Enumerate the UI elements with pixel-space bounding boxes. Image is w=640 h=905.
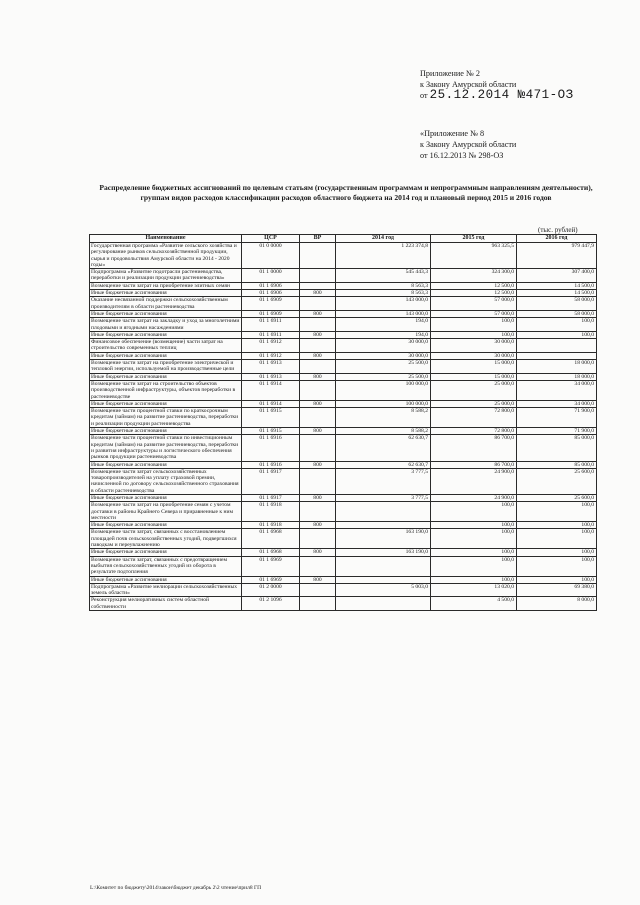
cell-csr: 01 1 6909 [242,310,300,317]
cell-2015: 100,0 [431,549,517,556]
cell-csr: 01 1 6916 [242,461,300,468]
cell-vr [300,468,336,494]
cell-2014: 194,0 [336,318,431,332]
cell-2014: 62 630,7 [336,435,431,461]
header-vr: ВР [300,235,336,243]
cell-vr: 800 [300,494,336,501]
cell-vr: 800 [300,576,336,583]
table-row [90,352,597,359]
cell-2014 [336,576,431,583]
cell-csr: 01 1 6969 [242,556,300,576]
cell-2016: 71 900,0 [517,408,597,428]
cell-2014: 30 000,0 [336,352,431,359]
table-row [90,318,597,332]
cell-2015: 100,0 [431,331,517,338]
cell-2015: 24 900,0 [431,468,517,494]
table-row [90,373,597,380]
cell-2015: 324 300,0 [431,269,517,283]
cell-2016: 100,0 [517,529,597,549]
cell-name: Возмещение части процентной ставки по инвестиционным кредитам (займам) на развитие растениеводства, переработки и развития инфраструктуры и логистического обеспечения рынков продукции растениеводства [90,435,242,461]
cell-2016 [517,352,597,359]
cell-2014 [336,556,431,576]
cell-name: Возмещение части процентной ставки по краткосрочным кредитам (займам) на развитие растениеводства, переработки и реализации продукции растениеводства [90,408,242,428]
cell-vr [300,380,336,400]
table-row [90,494,597,501]
cell-2016: 100,0 [517,549,597,556]
cell-2014: 3 777,5 [336,468,431,494]
cell-csr: 01 1 6918 [242,522,300,529]
cell-2014: 8 588,2 [336,408,431,428]
cell-csr: 01 1 6912 [242,339,300,353]
cell-vr [300,435,336,461]
cell-vr [300,408,336,428]
cell-name: Возмещение части затрат на закладку и уход за многолетними плодовыми и ягодными насаждениями [90,318,242,332]
table-row [90,529,597,549]
cell-2015: 25 000,0 [431,400,517,407]
cell-name: Иные бюджетные ассигнования [90,576,242,583]
cell-name: Государственная программа «Развитие сельского хозяйства и регулирование рынков сельскохозяйственной продукции, сырья и продовольствия Амурской области на 2014 - 2020 годы» [90,243,242,269]
table-row [90,297,597,311]
cell-2015: 25 000,0 [431,380,517,400]
cell-2014: 163 190,0 [336,529,431,549]
appendix-new-date: 25.12.2014 №471-ОЗ [429,88,574,102]
cell-2014: 8 563,3 [336,282,431,289]
cell-2016: 100,0 [517,522,597,529]
cell-name: Иные бюджетные ассигнования [90,352,242,359]
cell-2016: 25 600,0 [517,494,597,501]
appendix-new-line2: к Закону Амурской области [420,80,517,89]
cell-2014: 5 003,0 [336,583,431,597]
cell-name: Возмещение части затрат на строительство объектов производственной инфраструктуры, объектов переработки в растениеводстве [90,380,242,400]
cell-name: Возмещение части затрат, связанных с предотвращением выбытия сельскохозяйственных угодий из оборота в результате подтопления [90,556,242,576]
cell-2014 [336,522,431,529]
cell-csr: 01 1 6915 [242,428,300,435]
cell-vr [300,318,336,332]
cell-2015: 86 700,0 [431,461,517,468]
table-row [90,243,597,269]
cell-2014: 143 000,0 [336,297,431,311]
table-row [90,282,597,289]
cell-2015: 57 000,0 [431,310,517,317]
cell-csr: 01 1 6912 [242,352,300,359]
appendix-new-prefix: от [420,91,428,100]
cell-name: Возмещение части затрат, связанных с восстановлением площадей почв сельскохозяйственных угодий, подвергшихся паводкам и переувлажнению [90,529,242,549]
table-header-row [90,235,597,243]
cell-2015: 100,0 [431,522,517,529]
table-row [90,331,597,338]
cell-csr: 01 1 6917 [242,468,300,494]
cell-name: Оказание несвязанной поддержки сельскохозяйственным производителям в области растениеводства [90,297,242,311]
cell-vr [300,583,336,597]
appendix-new-line3 [420,90,574,101]
cell-vr: 800 [300,461,336,468]
table-row [90,408,597,428]
cell-2015: 100,0 [431,318,517,332]
cell-vr: 800 [300,428,336,435]
cell-2016: 100,0 [517,331,597,338]
cell-2014: 143 000,0 [336,310,431,317]
cell-csr: 01 1 6913 [242,373,300,380]
cell-2014: 1 223 374,8 [336,243,431,269]
cell-name: Иные бюджетные ассигнования [90,428,242,435]
cell-2015: 30 000,0 [431,339,517,353]
cell-vr [300,297,336,311]
cell-2015: 12 500,0 [431,282,517,289]
cell-vr: 800 [300,400,336,407]
cell-2016: 18 000,0 [517,360,597,374]
cell-2016: 69 380,0 [517,583,597,597]
cell-name: Возмещение части затрат на приобретение электрической и тепловой энергии, используемой на производственные цели [90,360,242,374]
cell-2015: 15 000,0 [431,373,517,380]
cell-csr: 01 1 6918 [242,502,300,522]
cell-2014: 3 777,5 [336,494,431,501]
cell-name: Финансовое обеспечение (возмещение) части затрат на строительство современных теплиц [90,339,242,353]
cell-2016: 58 000,0 [517,297,597,311]
header-2014: 2014 год [336,235,431,243]
cell-2015: 72 800,0 [431,408,517,428]
table-row [90,380,597,400]
cell-2016: 307 400,0 [517,269,597,283]
cell-vr [300,269,336,283]
cell-2015: 86 700,0 [431,435,517,461]
cell-vr: 800 [300,373,336,380]
table-row [90,310,597,317]
cell-vr [300,282,336,289]
cell-2016: 8 000,0 [517,597,597,611]
cell-csr: 01 1 6913 [242,360,300,374]
cell-csr: 01 1 0000 [242,269,300,283]
document-heading: Распределение бюджетных ассигнований по целевым статьям (государственным программам и непрограммным направлениям деятельности), группам видов расходов классификации расходов областного бюджета на 2014 год и плановый период 2015 и 2016 годов [99,183,593,202]
cell-2015: 72 800,0 [431,428,517,435]
cell-2015: 100,0 [431,502,517,522]
cell-name: Реконструкция мелиоративных систем областной собственности [90,597,242,611]
table-row [90,461,597,468]
cell-2014: 100 000,0 [336,400,431,407]
cell-2016: 100,0 [517,556,597,576]
appendix-old-line2: к Закону Амурской области [420,140,517,149]
cell-vr [300,529,336,549]
budget-table [89,234,597,611]
cell-csr: 01 1 6911 [242,331,300,338]
budget-table-body [90,243,597,611]
cell-vr [300,243,336,269]
cell-2015: 12 500,0 [431,290,517,297]
table-row [90,428,597,435]
cell-2014: 194,0 [336,331,431,338]
table-row [90,360,597,374]
cell-csr: 01 2 0000 [242,583,300,597]
cell-vr: 800 [300,290,336,297]
cell-2015: 100,0 [431,576,517,583]
cell-2016: 14 500,0 [517,282,597,289]
cell-vr: 800 [300,352,336,359]
cell-vr [300,502,336,522]
appendix-new-block [420,68,574,101]
cell-2016: 18 000,0 [517,373,597,380]
cell-csr: 01 1 6969 [242,576,300,583]
appendix-new-line1: Приложение № 2 [420,69,480,78]
table-row [90,435,597,461]
cell-2015: 100,0 [431,529,517,549]
header-name: Наименование [90,235,242,243]
table-row [90,339,597,353]
cell-2016: 100,0 [517,502,597,522]
units-label: (тыс. рублей) [538,226,578,234]
cell-2016: 58 000,0 [517,310,597,317]
table-row [90,522,597,529]
table-row [90,549,597,556]
appendix-old-line1: «Приложение № 8 [420,129,485,138]
cell-2016: 71 900,0 [517,428,597,435]
cell-2014: 545 443,3 [336,269,431,283]
cell-2014 [336,597,431,611]
cell-csr: 01 0 0000 [242,243,300,269]
cell-2016: 85 000,0 [517,461,597,468]
cell-2016: 100,0 [517,576,597,583]
cell-2015: 30 000,0 [431,352,517,359]
cell-2016: 25 600,0 [517,468,597,494]
cell-name: Иные бюджетные ассигнования [90,400,242,407]
cell-2014: 8 563,3 [336,290,431,297]
table-row [90,468,597,494]
cell-name: Иные бюджетные ассигнования [90,373,242,380]
cell-csr: 01 1 6911 [242,318,300,332]
cell-2015: 15 000,0 [431,360,517,374]
cell-2015: 57 000,0 [431,297,517,311]
cell-name: Иные бюджетные ассигнования [90,549,242,556]
cell-2015: 24 900,0 [431,494,517,501]
cell-2016: 979 447,9 [517,243,597,269]
table-row [90,269,597,283]
cell-name: Возмещение части затрат сельскохозяйственных товаропроизводителей на уплату страховой премии, начисленной по договору сельскохозяйственного страхования в области растениеводства [90,468,242,494]
cell-name: Возмещение части затрат на приобретение элитных семян [90,282,242,289]
cell-2014: 100 000,0 [336,380,431,400]
cell-vr: 800 [300,310,336,317]
cell-csr: 01 2 1096 [242,597,300,611]
cell-name: Возмещение части затрат на приобретение семян с учетом доставки в районы Крайнего Севера и приравненные к ним местности [90,502,242,522]
cell-vr: 800 [300,549,336,556]
header-csr: ЦСР [242,235,300,243]
cell-2016: 100,0 [517,318,597,332]
cell-csr: 01 1 6915 [242,408,300,428]
table-row [90,400,597,407]
cell-name: Иные бюджетные ассигнования [90,522,242,529]
cell-csr: 01 1 6914 [242,380,300,400]
cell-name: Иные бюджетные ассигнования [90,331,242,338]
cell-2014: 25 500,0 [336,360,431,374]
cell-name: Подпрограмма «Развитие мелиорации сельскохозяйственных земель области» [90,583,242,597]
cell-csr: 01 1 6917 [242,494,300,501]
cell-csr: 01 1 6906 [242,282,300,289]
header-2016: 2016 год [517,235,597,243]
cell-2016: 34 000,0 [517,400,597,407]
cell-name: Иные бюджетные ассигнования [90,290,242,297]
cell-2016 [517,339,597,353]
cell-csr: 01 1 6909 [242,297,300,311]
header-2015: 2015 год [431,235,517,243]
cell-2014: 30 000,0 [336,339,431,353]
cell-name: Иные бюджетные ассигнования [90,461,242,468]
cell-csr: 01 1 6916 [242,435,300,461]
cell-name: Подпрограмма «Развитие подотрасли растениеводства, переработки и реализации продукции растениеводства» [90,269,242,283]
cell-vr [300,360,336,374]
cell-vr [300,597,336,611]
table-row [90,502,597,522]
table-row [90,290,597,297]
table-row [90,556,597,576]
cell-2014: 62 630,7 [336,461,431,468]
appendix-old-block [420,128,516,161]
cell-2015: 963 325,5 [431,243,517,269]
cell-2014: 8 588,2 [336,428,431,435]
cell-name: Иные бюджетные ассигнования [90,310,242,317]
cell-2015: 100,0 [431,556,517,576]
appendix-old-line3: от 16.12.2013 № 298-ОЗ [420,151,504,160]
cell-csr: 01 1 6968 [242,529,300,549]
cell-csr: 01 1 6968 [242,549,300,556]
cell-vr [300,339,336,353]
cell-2016: 85 000,0 [517,435,597,461]
cell-2014 [336,502,431,522]
table-row [90,576,597,583]
cell-2016: 34 000,0 [517,380,597,400]
cell-vr: 800 [300,522,336,529]
cell-csr: 01 1 6914 [242,400,300,407]
table-row [90,597,597,611]
table-row [90,583,597,597]
cell-2015: 13 020,0 [431,583,517,597]
file-path-footer: L:\Комитет по бюджету\2014\закон\бюджет декабрь 2\2 чтение\прил8 ГП [90,885,262,891]
cell-2015: 4 500,0 [431,597,517,611]
cell-csr: 01 1 6906 [242,290,300,297]
cell-2014: 163 190,0 [336,549,431,556]
cell-vr [300,556,336,576]
cell-vr: 800 [300,331,336,338]
cell-2014: 25 500,0 [336,373,431,380]
cell-2016: 14 500,0 [517,290,597,297]
cell-name: Иные бюджетные ассигнования [90,494,242,501]
